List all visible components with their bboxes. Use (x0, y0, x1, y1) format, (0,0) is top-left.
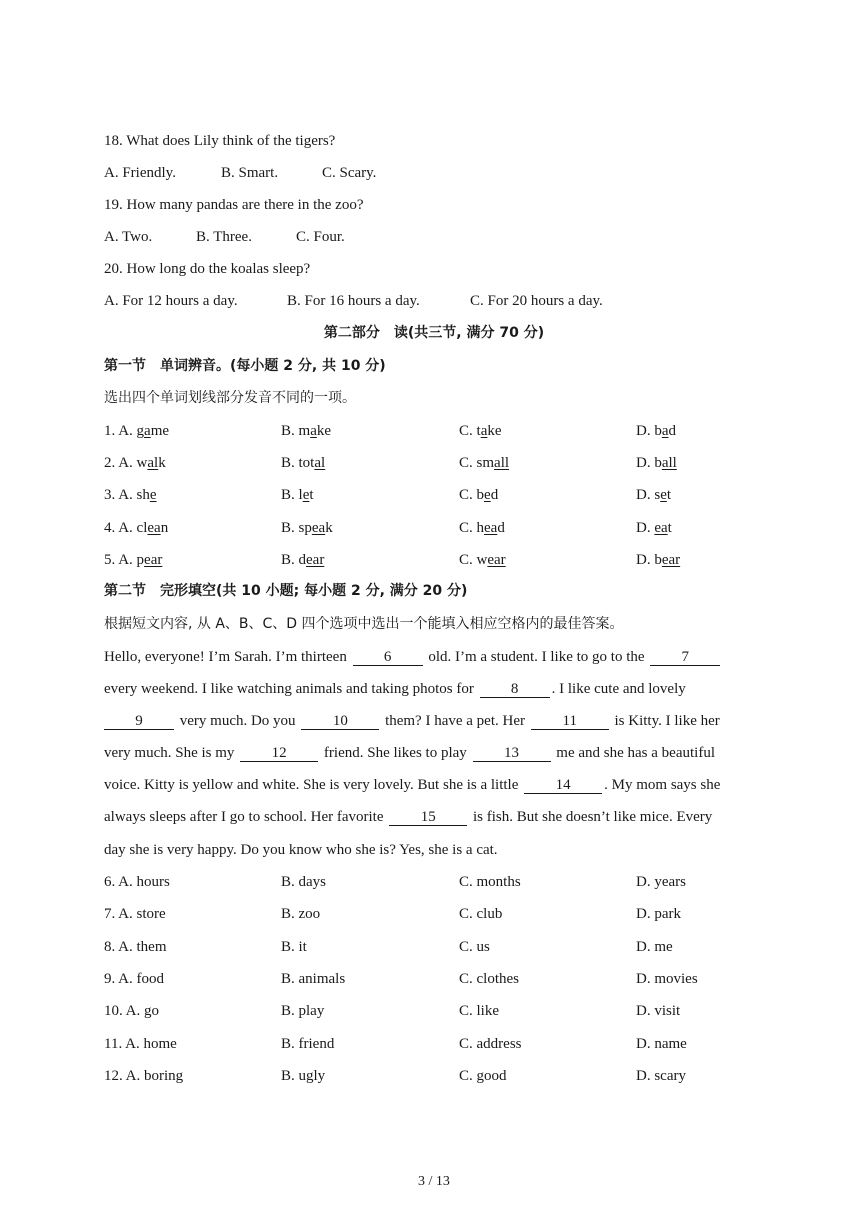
phonics-1-option-a (104, 421, 169, 441)
option-label: 4. (104, 519, 116, 536)
word-part: n (160, 519, 169, 536)
passage-text: them? I have a pet. Her (385, 713, 525, 729)
option-label: C. (459, 551, 473, 568)
passage-text: voice. Kitty is yellow and white. She is very lovely. But she is a little (104, 777, 519, 793)
cloze-10-option-a: 10. A. go (104, 1003, 160, 1020)
cloze-10-option-d: D. visit (636, 1003, 681, 1020)
passage-text: me and she has a beautiful (556, 745, 715, 761)
cloze-7-option-b: B. zoo (281, 906, 321, 923)
cloze-11-option-d: D. name (636, 1035, 687, 1052)
option-label: 2. (104, 455, 116, 472)
blank-8: 8 (480, 681, 550, 698)
blank-13: 13 (473, 745, 551, 762)
q20-option-a: A. For 12 hours a day. (104, 293, 238, 309)
cloze-7-option-a: 7. A. store (104, 906, 166, 923)
cloze-9-option-c: C. clothes (459, 970, 519, 987)
word-part: g (136, 423, 145, 439)
word-part: w (476, 551, 488, 568)
q18-option-a: A. Friendly. (104, 165, 176, 181)
cloze-10-option-b: B. play (281, 1003, 325, 1020)
phonics-2-option-d (636, 453, 677, 473)
word-part: t (309, 487, 314, 504)
part2-heading: 第二部分 读(共三节, 满分 70 分) (323, 325, 545, 341)
option-label: C. (459, 487, 473, 504)
phonics-3-option-b (281, 485, 314, 505)
phonics-4-option-c (459, 518, 505, 538)
option-label: C. (459, 519, 473, 536)
word-part: ke (487, 423, 502, 439)
option-word (299, 552, 325, 568)
option-label: D. (636, 551, 651, 568)
phonics-2-option-b (281, 453, 325, 473)
underlined-letters: a (310, 423, 317, 439)
phonics-2-option-c (459, 453, 509, 473)
word-part: k (158, 455, 166, 472)
word-part: s (654, 487, 661, 504)
word-part: k (325, 519, 333, 536)
q19-option-b: B. Three. (196, 229, 252, 245)
q20-option-b: B. For 16 hours a day. (287, 293, 420, 309)
q19-option-a: A. Two. (104, 229, 153, 245)
page-number: 3 / 13 (418, 1174, 450, 1189)
passage-text: old. I’m a student. I like to go to the (428, 649, 645, 665)
option-word (477, 423, 502, 439)
option-label: C. (459, 455, 473, 472)
passage-line-3 (104, 711, 768, 731)
option-word (654, 423, 676, 439)
cloze-9-option-d: D. movies (636, 970, 698, 987)
word-part: d (668, 423, 677, 439)
option-word (137, 423, 170, 439)
underlined-letters: a (144, 423, 151, 439)
underlined-letters: ea (311, 519, 326, 536)
blank-9: 9 (104, 713, 174, 730)
passage-text: friend. She likes to play (323, 745, 467, 761)
word-part: tot (298, 455, 315, 472)
option-word (477, 455, 510, 471)
phonics-1-option-d (636, 421, 676, 441)
word-part: me (150, 423, 170, 439)
cloze-9-option-b: B. animals (281, 970, 346, 987)
question-20: 20. How long do the koalas sleep? (104, 261, 311, 277)
word-part: p (136, 551, 145, 568)
passage-line-1 (104, 647, 768, 667)
underlined-letters: ear (306, 551, 325, 568)
section1-heading: 第一节 单词辨音。(每小题 2 分, 共 10 分) (104, 358, 386, 374)
q20-option-c: C. For 20 hours a day. (470, 293, 603, 309)
passage-text: very much. Do you (179, 713, 296, 729)
underlined-letters: a (661, 423, 669, 439)
cloze-7-option-c: C. club (459, 906, 503, 923)
option-word (137, 487, 157, 503)
option-label: D. (636, 423, 651, 439)
underlined-letters: ear (144, 551, 163, 568)
underlined-letters: al (147, 455, 159, 472)
phonics-5-option-a (104, 550, 162, 570)
blank-6: 6 (353, 649, 423, 666)
q18-option-c: C. Scary. (322, 165, 377, 181)
option-word (299, 423, 332, 439)
cloze-6-option-b: B. days (281, 874, 326, 890)
word-part: d (490, 487, 499, 504)
option-word (137, 455, 166, 471)
blank-10: 10 (301, 713, 379, 730)
phonics-4-option-a (104, 518, 168, 538)
underlined-letters: e (302, 487, 310, 504)
cloze-7-option-d: D. park (636, 906, 681, 923)
phonics-2-option-a (104, 453, 166, 473)
option-label: B. (281, 551, 295, 568)
word-part: b (654, 423, 662, 439)
option-word (477, 520, 505, 536)
option-label: D. (636, 487, 651, 504)
passage-text: is fish. But she doesn’t like mice. Every (473, 809, 713, 825)
passage-line-7: day she is very happy. Do you know who she is? Yes, she is a cat. (104, 842, 498, 858)
cloze-12-option-c: C. good (459, 1067, 507, 1084)
word-part: l (298, 487, 303, 504)
option-word (654, 552, 680, 568)
passage-line-6 (104, 807, 768, 827)
passage-text: every weekend. I like watching animals and taking photos for (104, 681, 474, 697)
cloze-6-option-c: C. months (459, 874, 521, 890)
section2-heading: 第二节 完形填空(共 10 小题; 每小题 2 分, 满分 20 分) (104, 583, 468, 599)
blank-11: 11 (531, 713, 609, 730)
word-part: d (298, 551, 307, 568)
phonics-3-option-d (636, 485, 671, 505)
option-label: B. (281, 423, 295, 439)
word-part: ke (316, 423, 332, 439)
blank-12: 12 (240, 745, 318, 762)
option-word (477, 552, 506, 568)
blank-15: 15 (389, 809, 467, 826)
passage-text: always sleeps after I go to school. Her favorite (104, 809, 384, 825)
option-label: A. (118, 423, 133, 439)
cloze-8-option-d: D. me (636, 938, 673, 955)
underlined-letters: al (314, 455, 326, 472)
phonics-3-option-a (104, 485, 157, 505)
cloze-12-option-a: 12. A. boring (104, 1067, 184, 1084)
blank-7: 7 (650, 649, 720, 666)
word-part: b (654, 455, 662, 472)
phonics-5-option-d (636, 550, 680, 570)
passage-text: . I like cute and lovely (551, 681, 686, 697)
option-word (654, 520, 672, 536)
underlined-letters: e (149, 487, 157, 504)
option-label: A. (118, 455, 133, 472)
underlined-letters: e (660, 487, 667, 504)
phonics-4-option-b (281, 518, 333, 538)
underlined-letters: a (480, 423, 488, 439)
cloze-9-option-a: 9. A. food (104, 970, 164, 987)
section1-instruction: 选出四个单词划线部分发音不同的一项。 (104, 390, 356, 406)
underlined-letters: e (484, 487, 491, 504)
underlined-letters: ea (654, 519, 668, 536)
option-label: 1. (104, 423, 116, 439)
cloze-10-option-c: C. like (459, 1003, 499, 1020)
cloze-11-option-b: B. friend (281, 1035, 335, 1052)
cloze-11-option-a: 11. A. home (104, 1035, 177, 1052)
option-label: 3. (104, 487, 116, 504)
phonics-1-option-b (281, 421, 331, 441)
word-part: sh (136, 487, 150, 504)
option-word (137, 552, 163, 568)
question-18: 18. What does Lily think of the tigers? (104, 133, 336, 149)
option-word (137, 520, 169, 536)
word-part: sp (298, 519, 312, 536)
option-label: A. (118, 551, 133, 568)
option-label: A. (118, 519, 133, 536)
underlined-letters: all (661, 455, 677, 472)
underlined-letters: ea (484, 519, 498, 536)
phonics-1-option-c (459, 421, 502, 441)
cloze-6-option-a: 6. A. hours (104, 874, 170, 890)
passage-line-2 (104, 679, 768, 699)
option-word (299, 455, 326, 471)
phonics-5-option-c (459, 550, 506, 570)
passage-line-5 (104, 775, 768, 795)
option-label: D. (636, 455, 651, 472)
word-part: b (654, 551, 662, 568)
passage-text: . My mom says she (604, 777, 721, 793)
option-word (654, 487, 671, 503)
word-part: sm (476, 455, 495, 472)
underlined-letters: ea (147, 519, 161, 536)
option-label: A. (118, 487, 133, 504)
word-part: t (667, 519, 672, 536)
word-part: m (298, 423, 311, 439)
word-part: d (497, 519, 505, 536)
q19-option-c: C. Four. (296, 229, 345, 245)
cloze-8-option-a: 8. A. them (104, 938, 167, 955)
passage-text: very much. She is my (104, 745, 235, 761)
word-part: w (136, 455, 148, 472)
word-part: t (666, 487, 672, 504)
passage-text: Hello, everyone! I’m Sarah. I’m thirteen (104, 649, 347, 665)
cloze-6-option-d: D. years (636, 874, 686, 890)
phonics-3-option-c (459, 485, 498, 505)
phonics-4-option-d (636, 518, 672, 538)
phonics-5-option-b (281, 550, 324, 570)
word-part: b (476, 487, 485, 504)
word-part: t (476, 423, 481, 439)
underlined-letters: all (494, 455, 510, 472)
option-word (477, 487, 499, 503)
blank-14: 14 (524, 777, 602, 794)
q18-option-b: B. Smart. (221, 165, 279, 181)
cloze-11-option-c: C. address (459, 1035, 522, 1052)
option-word (299, 487, 314, 503)
section2-instruction: 根据短文内容, 从 A、B、C、D 四个选项中选出一个能填入相应空格内的最佳答案。 (104, 616, 624, 632)
cloze-12-option-d: D. scary (636, 1067, 686, 1084)
passage-line-4 (104, 743, 768, 763)
option-label: B. (281, 455, 295, 472)
option-label: B. (281, 487, 295, 504)
underlined-letters: ear (487, 551, 506, 568)
cloze-8-option-c: C. us (459, 938, 490, 955)
word-part: h (476, 519, 485, 536)
option-label: 5. (104, 551, 116, 568)
word-part: cl (136, 519, 148, 536)
option-label: B. (281, 519, 295, 536)
passage-text: is Kitty. I like her (614, 713, 720, 729)
option-word (654, 455, 677, 471)
option-label: C. (459, 423, 473, 439)
underlined-letters: ear (661, 551, 681, 568)
cloze-8-option-b: B. it (281, 938, 307, 955)
question-19: 19. How many pandas are there in the zoo? (104, 197, 364, 213)
option-label: D. (636, 519, 651, 536)
option-word (299, 520, 333, 536)
cloze-12-option-b: B. ugly (281, 1067, 326, 1084)
